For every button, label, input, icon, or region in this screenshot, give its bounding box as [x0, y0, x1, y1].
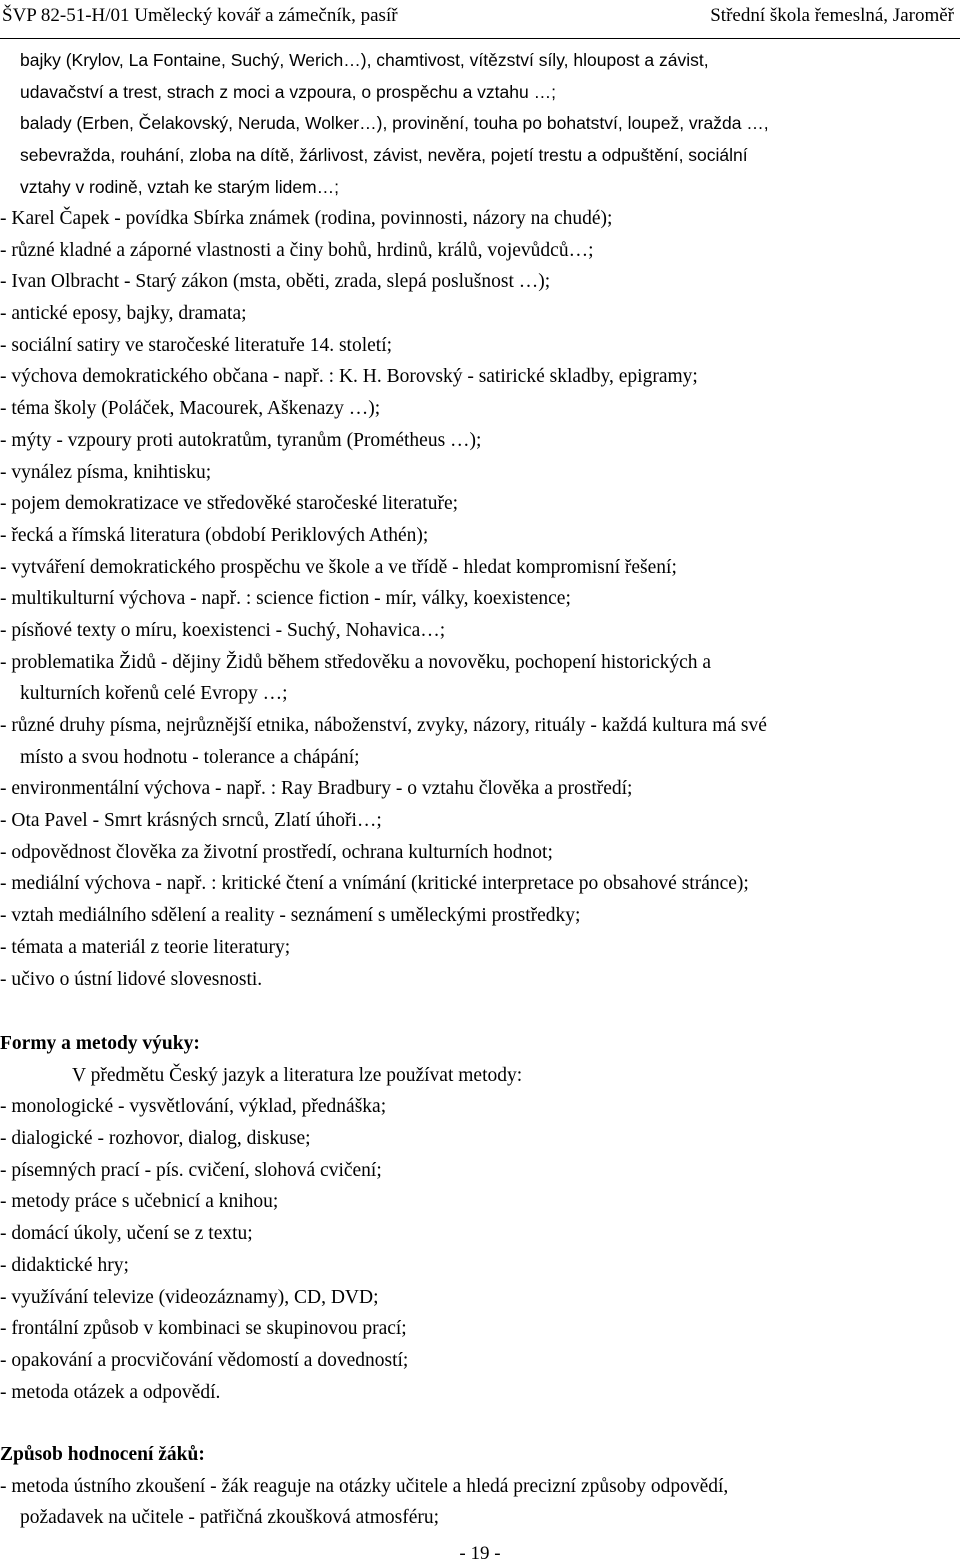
list-item: - různé druhy písma, nejrůznější etnika, náboženství, zvyky, názory, rituály - každá kultura má své [0, 715, 767, 736]
text-line: udavačství a trest, strach z moci a vzpoura, o prospěchu a vztahu …; [20, 81, 556, 102]
list-item: - monologické - vysvětlování, výklad, přednáška; [0, 1096, 387, 1118]
list-item: - dialogické - rozhovor, dialog, diskuse; [0, 1128, 311, 1150]
header-program-title: ŠVP 82-51-H/01 Umělecký kovář a zámečník, pasíř [2, 5, 398, 26]
list-item: - Karel Čapek - povídka Sbírka známek (rodina, povinnosti, názory na chudé); [0, 208, 613, 229]
list-item: - písemných prací - pís. cvičení, slohová cvičení; [0, 1159, 382, 1181]
header-school-name: Střední škola řemeslná, Jaroměř [710, 5, 954, 26]
list-item: - témata a materiál z teorie literatury; [0, 936, 291, 958]
list-item: - environmentální výchova - např. : Ray Bradbury - o vztahu člověka a prostředí; [0, 778, 633, 800]
list-item: - mýty - vzpoury proti autokratům, tyranům (Prométheus …); [0, 429, 482, 451]
list-item: - mediální výchova - např. : kritické čtení a vnímání (kritické interpretace po obsahové stránce); [0, 873, 749, 895]
section-heading: Formy a metody výuky: [0, 1033, 200, 1054]
list-item: - sociální satiry ve staročeské literatuře 14. století; [0, 334, 393, 356]
list-item-continuation: kulturních kořenů celé Evropy …; [20, 683, 288, 705]
forms-section [0, 1028, 960, 1408]
text-line: balady (Erben, Čelakovský, Neruda, Wolker…), provinění, touha po bohatství, loupež, vražda …, [20, 113, 769, 134]
text-line: sebevražda, rouhání, zloba na dítě, žárlivost, závist, nevěra, pojetí trestu a odpuštění, sociální [20, 145, 748, 166]
list-item: - písňové texty o míru, koexistenci - Suchý, Nohavica…; [0, 619, 446, 641]
list-item: - Ota Pavel - Smrt krásných srnců, Zlatí úhoři…; [0, 810, 382, 832]
list-item: - výchova demokratického občana - např. : K. H. Borovský - satirické skladby, epigramy; [0, 366, 698, 388]
list-item: - pojem demokratizace ve středověké staročeské literatuře; [0, 493, 459, 515]
list-item: - vztah mediálního sdělení a reality - seznámení s uměleckými prostředky; [0, 905, 581, 927]
list-item-continuation: místo a svou hodnotu - tolerance a chápání; [20, 746, 360, 768]
list-item: - využívání televize (videozáznamy), CD, DVD; [0, 1286, 379, 1308]
list-item: - multikulturní výchova - např. : science fiction - mír, války, koexistence; [0, 588, 571, 610]
list-item: - Ivan Olbracht - Starý zákon (msta, oběti, zrada, slepá poslušnost …); [0, 271, 551, 293]
list-item-continuation: požadavek na učitele - patřičná zkoušková atmosféru; [20, 1507, 440, 1529]
list-item: - odpovědnost člověka za životní prostředí, ochrana kulturních hodnot; [0, 841, 553, 863]
topic-list [0, 203, 960, 995]
list-item: - metoda ústního zkoušení - žák reaguje na otázky učitele a hledá precizní způsoby odpovědí, [0, 1475, 729, 1497]
section-intro: V předmětu Český jazyk a literatura lze používat metody: [72, 1064, 523, 1086]
page-header [0, 0, 960, 39]
list-item: - různé kladné a záporné vlastnosti a činy bohů, hrdinů, králů, vojevůdců…; [0, 239, 594, 261]
list-item: - metody práce s učebnicí a knihou; [0, 1191, 279, 1213]
list-item: - domácí úkoly, učení se z textu; [0, 1223, 253, 1245]
section-heading: Způsob hodnocení žáků: [0, 1444, 205, 1465]
list-item: - téma školy (Poláček, Macourek, Aškenazy …); [0, 398, 381, 420]
list-item: - didaktické hry; [0, 1254, 129, 1276]
list-item: - problematika Židů - dějiny Židů během středověku a novověku, pochopení historických a [0, 651, 712, 673]
page-number: - 19 - [459, 1543, 501, 1564]
list-item: - vynález písma, knihtisku; [0, 461, 212, 483]
text-line: vztahy v rodině, vztah ke starým lidem…; [20, 176, 339, 197]
list-item: - opakování a procvičování vědomostí a dovedností; [0, 1349, 409, 1371]
top-paragraph [0, 45, 960, 203]
list-item: - frontální způsob v kombinaci se skupinovou prací; [0, 1318, 407, 1340]
list-item: - antické eposy, bajky, dramata; [0, 303, 247, 325]
text-line: bajky (Krylov, La Fontaine, Suchý, Werich…), chamtivost, vítězství síly, hloupost a závist, [20, 50, 709, 70]
list-item: - učivo o ústní lidové slovesnosti. [0, 968, 263, 990]
list-item: - metoda otázek a odpovědí. [0, 1381, 221, 1403]
list-item: - vytváření demokratického prospěchu ve škole a ve třídě - hledat kompromisní řešení; [0, 556, 677, 578]
grading-section [0, 1439, 960, 1534]
list-item: - řecká a římská literatura (období Periklových Athén); [0, 524, 429, 546]
